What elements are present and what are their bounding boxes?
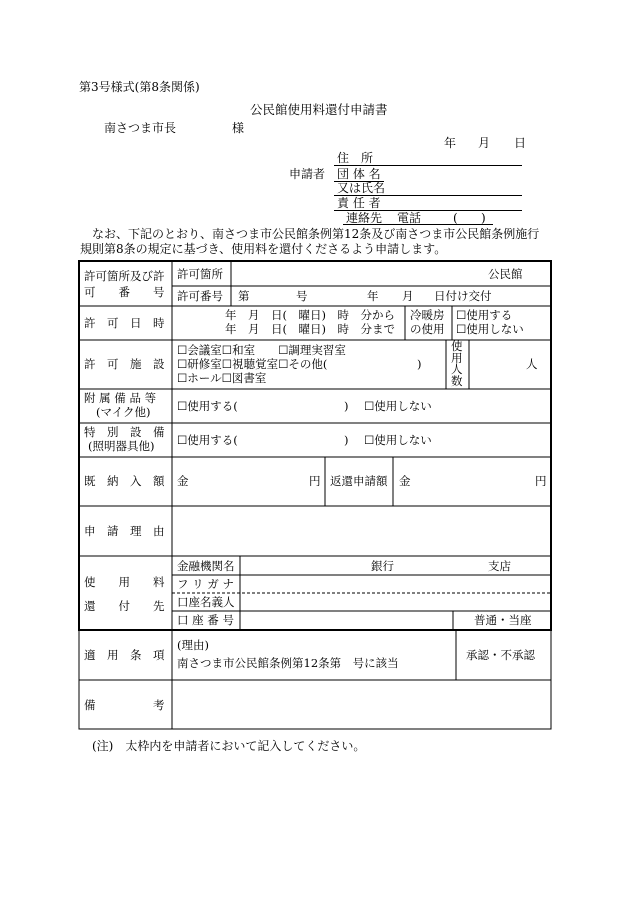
permit-place-suffix: 公民館 xyxy=(488,267,523,281)
intro-line-2: 規則第8条の規定に基づき、使用料を還付くださるよう申請します。 xyxy=(80,242,447,256)
refund-amount-field[interactable] xyxy=(414,460,532,503)
equip-use-close: ) xyxy=(344,399,349,413)
paid-label: 既 納 入 額 xyxy=(84,474,165,488)
equip-label-line2: (マイク他) xyxy=(96,405,151,419)
ac-nouse-checkbox[interactable]: ☐使用しない xyxy=(456,322,524,336)
permit-place-field[interactable] xyxy=(234,263,484,284)
date-time-from[interactable]: 年 月 日( 曜日) 時 分から xyxy=(225,308,395,322)
holder-field[interactable] xyxy=(243,595,548,610)
permit-no-year: 年 xyxy=(367,289,379,303)
ac-label-line1: 冷暖房 xyxy=(410,308,445,322)
special-nouse-checkbox[interactable]: ☐使用しない xyxy=(364,433,432,447)
users-label-3: 人 xyxy=(451,362,463,376)
address-label: 住 所 xyxy=(337,151,374,165)
remarks-label: 備 考 xyxy=(84,698,165,712)
ac-use-checkbox[interactable]: ☐使用する xyxy=(456,308,513,322)
intro-line-1: なお、下記のとおり、南さつま市公民館条例第12条及び南さつま市公民館条例施行 xyxy=(92,227,540,241)
special-label-line2: (照明器具他) xyxy=(88,439,155,453)
reason-field[interactable] xyxy=(174,508,548,554)
permit-place-label: 許可箇所 xyxy=(177,267,223,281)
applicant-label: 申請者 xyxy=(289,167,326,181)
users-unit: 人 xyxy=(526,357,538,371)
clause-label: 適 用 条 項 xyxy=(84,648,165,662)
facility-line1[interactable]: ☐会議室☐和室 ☐調理実習室 xyxy=(177,343,346,357)
contact-label: 連絡先 xyxy=(346,211,383,225)
note: (注) 太枠内を申請者において記入してください。 xyxy=(92,739,366,753)
furigana-label: フ リ ガ ナ xyxy=(177,577,234,591)
refund-label: 返還申請額 xyxy=(330,474,388,488)
equip-label-line1: 附 属 備 品 等 xyxy=(84,391,157,405)
permit-header-line1: 許可箇所及び許 xyxy=(84,269,165,283)
ac-label-line2: の使用 xyxy=(410,322,445,336)
special-label-line1: 特 別 設 備 xyxy=(84,425,165,439)
special-use-close: ) xyxy=(344,433,349,447)
facility-label: 許 可 施 設 xyxy=(84,357,165,371)
rep-label: 責 任 者 xyxy=(337,196,381,210)
remarks-field[interactable] xyxy=(174,682,548,727)
paid-en: 円 xyxy=(309,474,321,488)
paid-kin: 金 xyxy=(177,474,189,488)
permit-no-date: 日付け交付 xyxy=(434,289,492,303)
permit-no-dai: 第 xyxy=(238,289,250,303)
bank-suffix: 銀行 xyxy=(371,559,394,573)
users-label-1: 使 xyxy=(451,339,463,353)
account-field[interactable] xyxy=(243,613,451,628)
or-name-label: 又は氏名 xyxy=(337,181,386,195)
branch-suffix: 支店 xyxy=(488,559,511,573)
account-label: 口 座 番 号 xyxy=(177,613,234,627)
permit-no-month: 月 xyxy=(402,289,414,303)
phone-paren-open: ( xyxy=(453,211,458,225)
refund-dest-line1: 使 用 料 xyxy=(84,575,165,589)
permit-no-go: 号 xyxy=(296,289,308,303)
addressee-honorific: 様 xyxy=(232,121,245,135)
facility-line2[interactable]: ☐研修室☐視聴覚室☐その他( xyxy=(177,357,328,371)
equip-nouse-checkbox[interactable]: ☐使用しない xyxy=(364,399,432,413)
addressee-name: 南さつま市長 xyxy=(104,121,177,135)
users-count-field[interactable] xyxy=(471,342,521,387)
furigana-field[interactable] xyxy=(243,577,548,592)
date-time-to[interactable]: 年 月 日( 曜日) 時 分まで xyxy=(225,322,395,336)
facility-other-close: ) xyxy=(417,357,422,371)
clause-text: 南さつま市公民館条例第12条第 号に該当 xyxy=(177,656,399,670)
permit-header-line2: 可 番 号 xyxy=(84,285,165,299)
refund-en: 円 xyxy=(535,474,547,488)
equip-use-checkbox[interactable]: ☐使用する( xyxy=(177,399,238,413)
date-time-label: 許 可 日 時 xyxy=(84,316,165,330)
users-label-2: 用 xyxy=(451,350,463,365)
form-number: 第3号様式(第8条関係) xyxy=(79,80,200,94)
facility-line3[interactable]: ☐ホール☐図書室 xyxy=(177,371,267,385)
phone-paren-close: ) xyxy=(481,211,486,225)
paid-amount-field[interactable] xyxy=(192,460,306,503)
refund-dest-line2: 還 付 先 xyxy=(84,599,165,613)
users-label-4: 数 xyxy=(451,373,463,388)
holder-label: 口座名義人 xyxy=(177,595,235,609)
refund-kin: 金 xyxy=(399,474,411,488)
org-label: 団 体 名 xyxy=(337,167,381,181)
date-year-label: 年 xyxy=(444,136,457,150)
clause-reason: (理由) xyxy=(177,638,209,652)
account-type[interactable]: 普通・当座 xyxy=(474,613,532,627)
date-day-label: 日 xyxy=(514,136,527,150)
special-use-checkbox[interactable]: ☐使用する( xyxy=(177,433,238,447)
bank-label: 金融機関名 xyxy=(177,559,235,573)
approval-status: 承認・不承認 xyxy=(466,648,535,662)
phone-label: 電話 xyxy=(397,211,422,225)
page-title: 公民館使用料還付申請書 xyxy=(250,102,388,117)
date-month-label: 月 xyxy=(478,136,491,150)
reason-label: 申 請 理 由 xyxy=(84,524,165,538)
permit-no-label: 許可番号 xyxy=(177,289,223,303)
